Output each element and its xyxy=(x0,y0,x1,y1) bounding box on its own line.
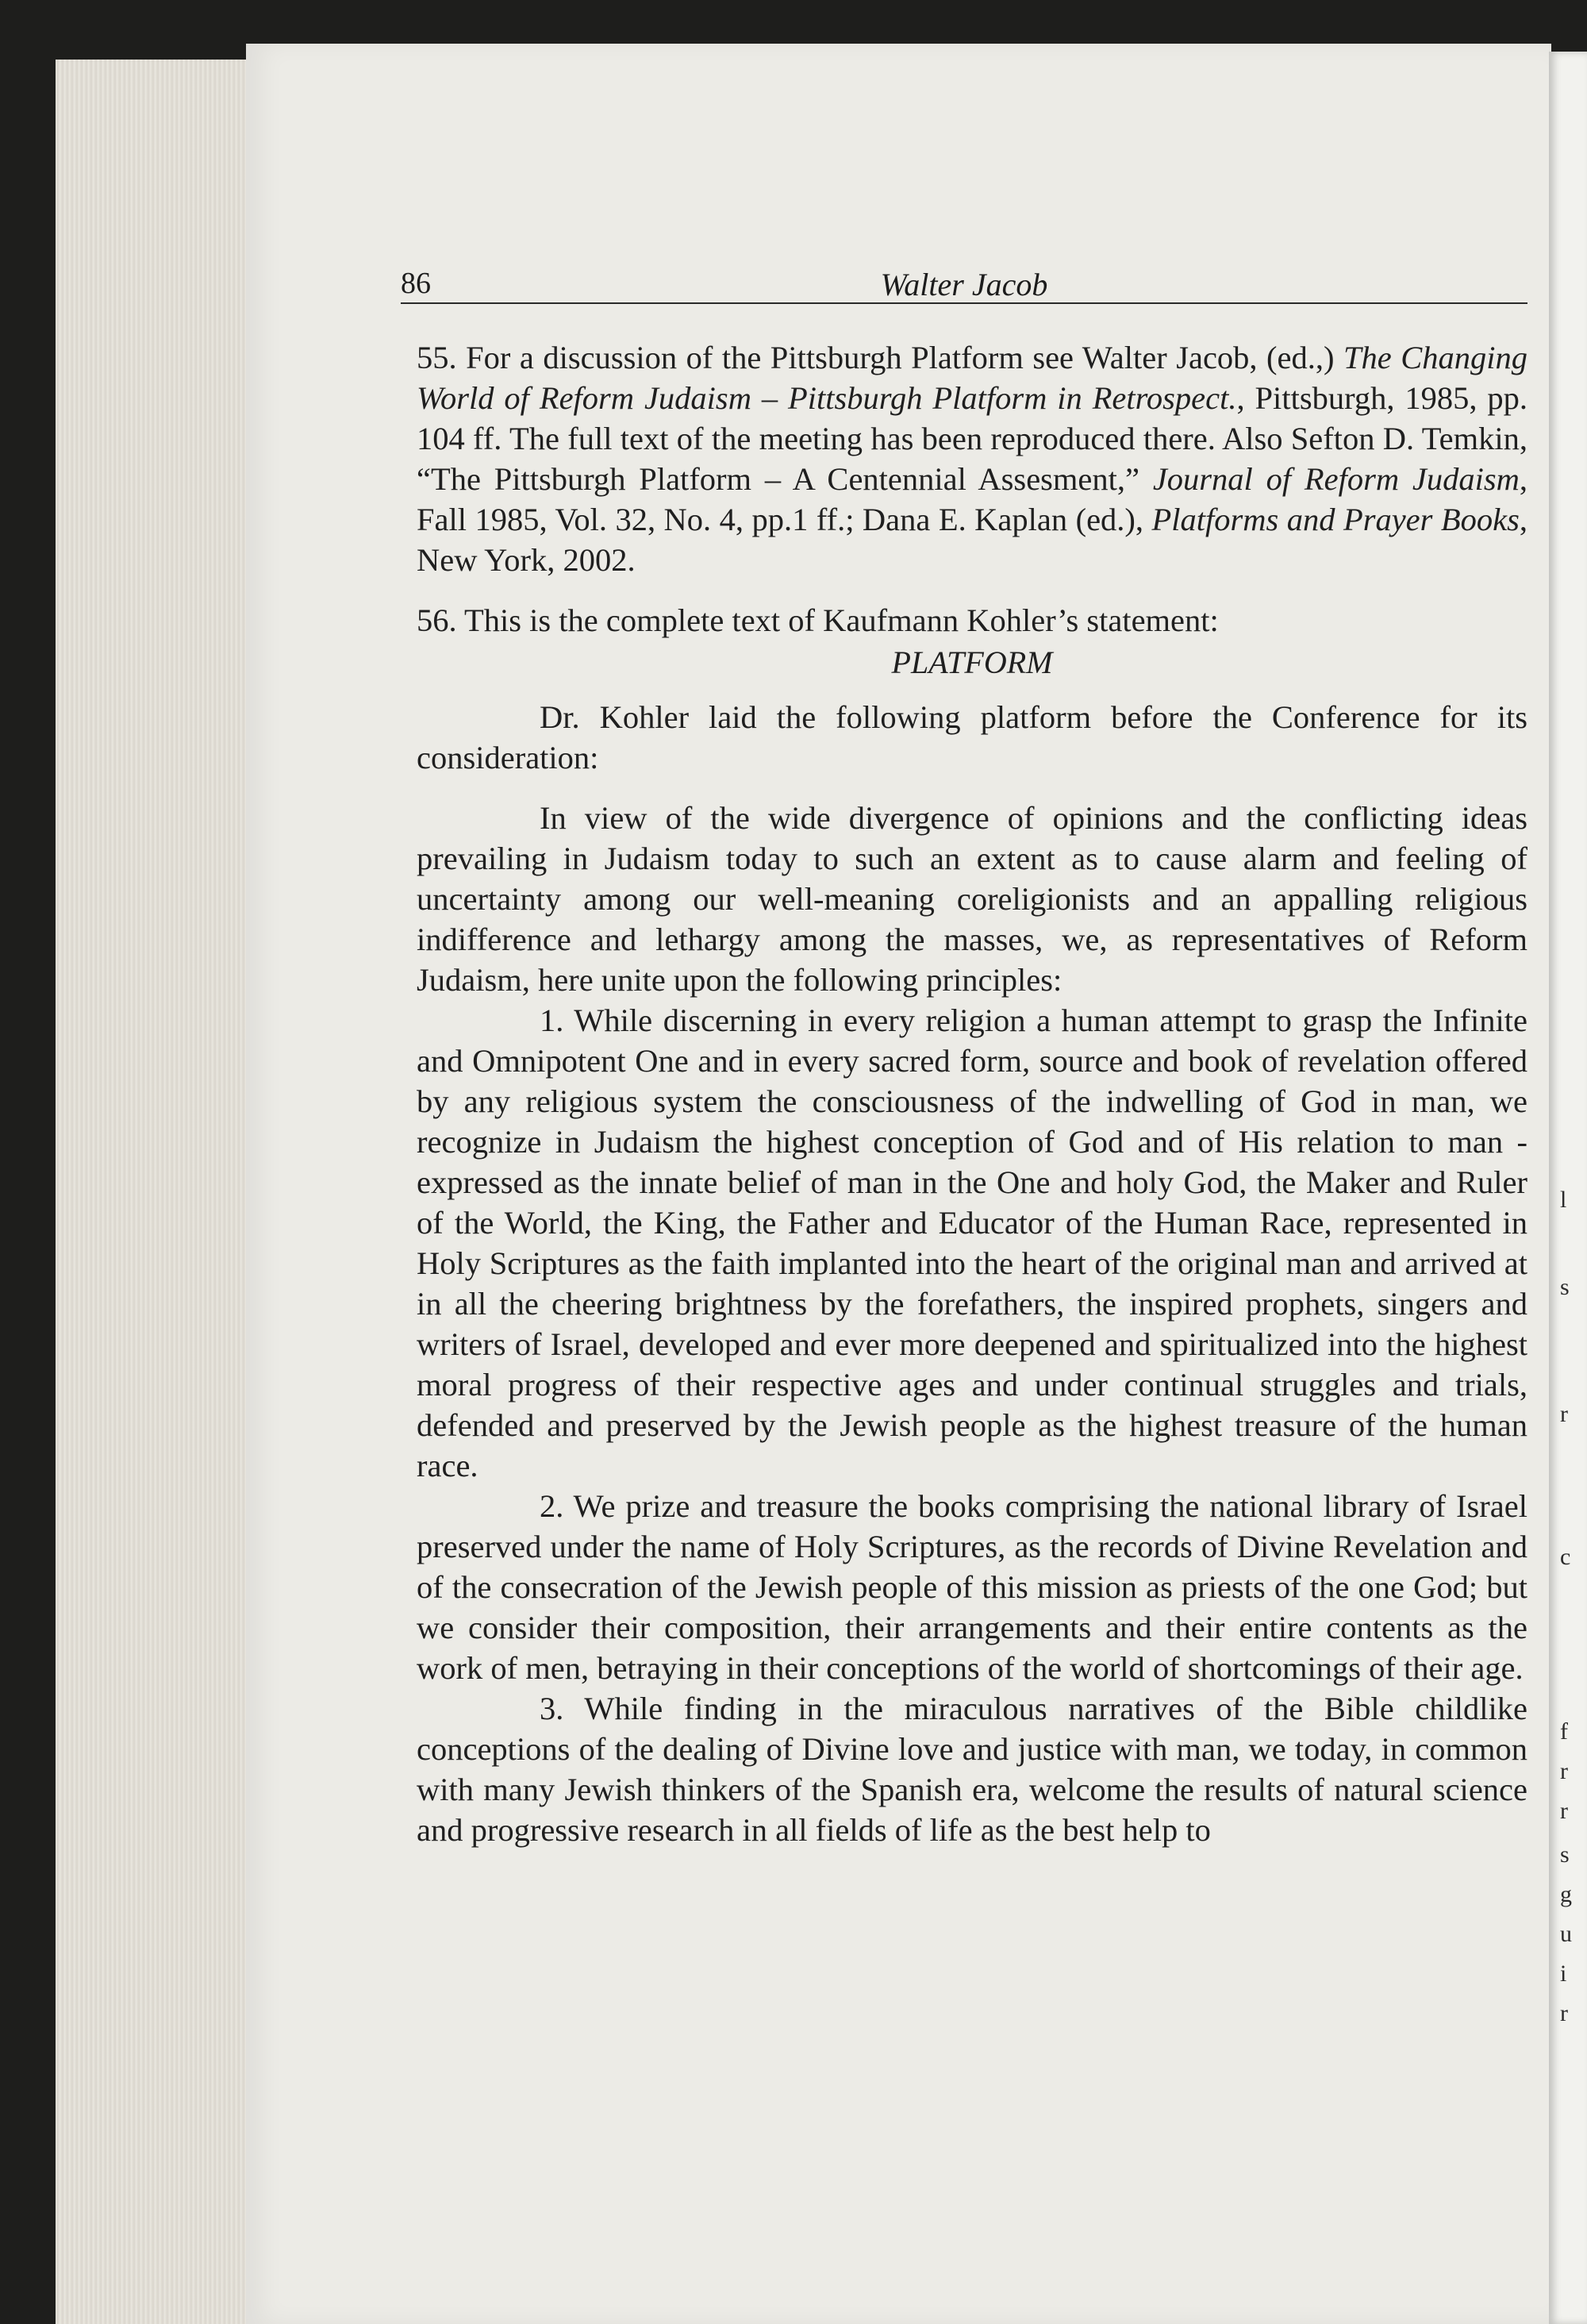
page-header xyxy=(401,258,1527,306)
footnote-56-intro: 56. This is the complete text of Kaufmann Kohler’s statement: xyxy=(417,602,1219,638)
platform-paragraph: In view of the wide divergence of opinions and the conflicting ideas prevailing in Judaism today to such an extent as to cause alarm and feeling of uncertainty among our well-meaning coreligionists and an appalling religious indifference and lethargy among the masses, we, as representatives of Reform Judaism, here unite upon the following principles: xyxy=(417,800,1527,998)
page-body xyxy=(417,337,1527,1850)
page-number: 86 xyxy=(401,267,431,300)
journal-title: Journal of Reform Judaism xyxy=(1152,461,1520,497)
facing-page-char: c xyxy=(1560,1544,1571,1570)
facing-page-edge xyxy=(1549,52,1587,2324)
facing-page-char: i xyxy=(1560,1960,1567,1987)
book-title: The Changing World of Reform Judaism – Pittsburgh Platform in Retrospect. xyxy=(417,340,1528,416)
book-title: Platforms and Prayer Books xyxy=(1151,502,1520,537)
facing-page-char: r xyxy=(1560,1758,1568,1784)
platform-principle-2: 2. We prize and treasure the books comprising the national library of Israel preserved under the name of Holy Scriptures, as the records of Divine Revelation and of the consecration of the Jewish people of this mission as priests of the one God; but we consider their composition, their arrangements and their entire contents as the work of men, betraying in their conceptions of the world of shortcomings of their age. xyxy=(417,1488,1527,1686)
facing-page-char: f xyxy=(1560,1718,1568,1745)
facing-page-char: l xyxy=(1560,1187,1567,1213)
platform-principle-3: 3. While finding in the miraculous narratives of the Bible childlike conceptions of the dealing of Divine love and justice with man, we today, in common with many Jewish thinkers of the Spanish era, welcome the results of natural science and progressive research in all fields of life as the best help to xyxy=(417,1691,1527,1848)
facing-page-char: r xyxy=(1560,1798,1568,1824)
facing-page-char: s xyxy=(1560,1841,1570,1868)
running-head: Walter Jacob xyxy=(880,267,1048,302)
page-edges xyxy=(56,60,270,2324)
footnote-55: 55. For a discussion of the Pittsburgh Platform see Walter Jacob, (ed.,) The Changing World of Reform Judaism – Pittsburgh Platform in Retrospect., Pittsburgh, 1985, pp. 104 ff. The full text of the meeting has been reproduced there. Also Sefton D. Temkin, “The Pittsburgh Platform – A Centennial Assesment,” Journal of Reform Judaism, Fall 1985, Vol. 32, No. 4, pp.1 ff.; Dana E. Kaplan (ed.), Platforms and Prayer Books, New York, 2002. xyxy=(417,340,1528,578)
platform-heading: PLATFORM xyxy=(891,644,1053,680)
facing-page-char: g xyxy=(1560,1881,1572,1907)
header-rule xyxy=(401,302,1527,304)
facing-page-char: r xyxy=(1560,1401,1568,1427)
facing-page-char: r xyxy=(1560,2000,1568,2026)
facing-page-char: s xyxy=(1560,1274,1570,1300)
facing-page-char: u xyxy=(1560,1921,1572,1947)
platform-principle-1: 1. While discerning in every religion a human attempt to grasp the Infinite and Omnipotent One and in every sacred form, source and book of revelation offered by any religious system the consciousness of the indwelling of God in man, we recognize in Judaism the highest conception of God and of His relation to man - expressed as the innate belief of man in the One and holy God, the Maker and Ruler of the World, the King, the Father and Educator of the Human Race, represented in Holy Scriptures as the faith implanted into the heart of the original man and arrived at in all the cheering brightness by the forefathers, the inspired prophets, singers and writers of Israel, developed and ever more deepened and spiritualized into the highest moral progress of their respective ages and under continual struggles and trials, defended and preserved by the Jewish people as the highest treasure of the human race. xyxy=(417,1002,1527,1483)
platform-paragraph: Dr. Kohler laid the following platform before the Conference for its consideration: xyxy=(417,699,1527,775)
